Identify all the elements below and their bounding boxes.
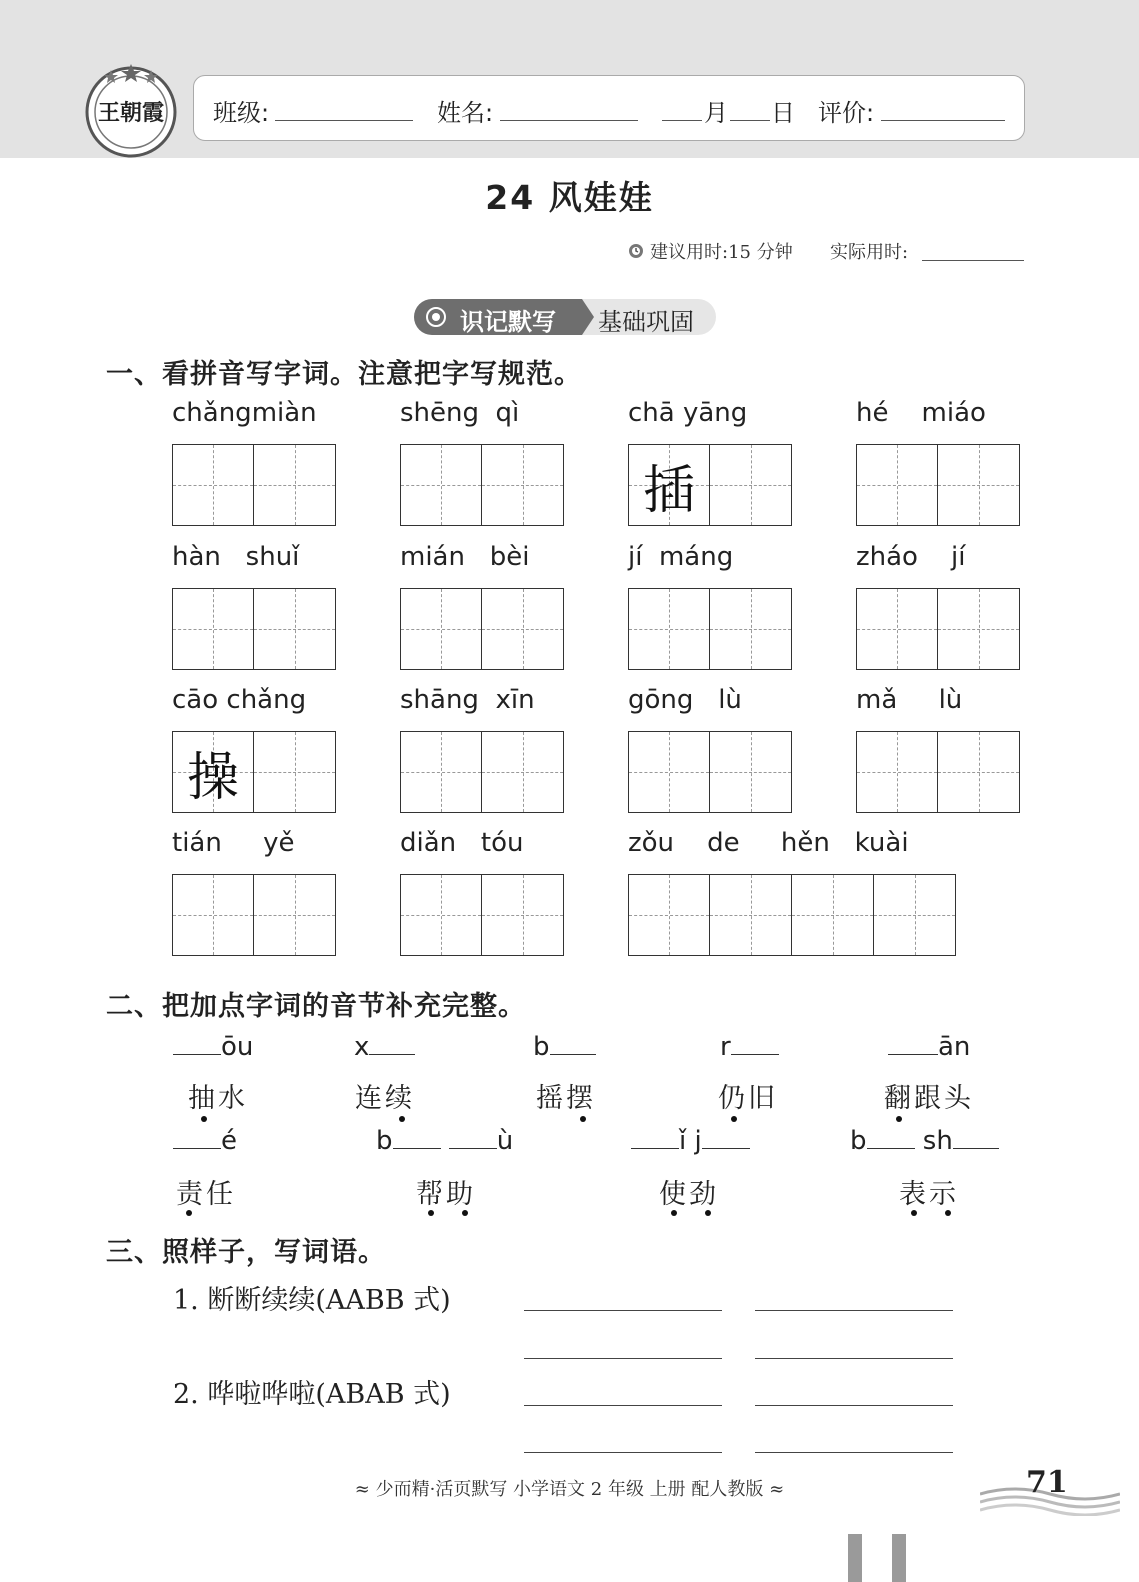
s2-blank-11[interactable] xyxy=(867,1148,915,1149)
answer-line[interactable] xyxy=(524,1405,722,1406)
s2-word-3: 摇摆 xyxy=(536,1083,596,1114)
writing-cell[interactable] xyxy=(792,874,874,956)
writing-cell[interactable] xyxy=(172,731,254,813)
pinyin-label: chā yāng xyxy=(628,398,748,428)
class-label: 班级: xyxy=(213,99,270,127)
writing-cell[interactable] xyxy=(172,444,254,526)
writing-cell[interactable] xyxy=(400,444,482,526)
s2-blank-9[interactable] xyxy=(631,1148,679,1149)
pinyin-label: gōng lù xyxy=(628,685,742,715)
emphasis-dot xyxy=(428,1210,434,1216)
suggested-time: 建议用时:15 分钟 xyxy=(650,242,793,263)
s2-mid-9: sh xyxy=(922,1126,953,1156)
s2-word-8: 使劲 xyxy=(659,1179,719,1210)
s2-blank-6[interactable] xyxy=(173,1148,221,1149)
tianzige-grid xyxy=(172,588,336,670)
emphasis-dot xyxy=(911,1210,917,1216)
pinyin-label: shāng xīn xyxy=(400,685,535,715)
tianzige-grid xyxy=(856,444,1020,526)
s3-item-2: 2. 哗啦哗啦(ABAB 式) xyxy=(173,1379,451,1410)
s2-mid-8: ǐ j xyxy=(679,1126,702,1156)
answer-line[interactable] xyxy=(524,1452,722,1453)
s2-word-6: 责任 xyxy=(176,1179,236,1210)
s2-post-5: ān xyxy=(938,1032,971,1062)
s2-syllable-4 xyxy=(720,1032,779,1062)
s2-post-6: é xyxy=(221,1126,237,1156)
s2-syllable-9 xyxy=(850,1126,999,1156)
writing-cell[interactable] xyxy=(254,874,336,956)
s2-syllable-1 xyxy=(173,1032,253,1062)
answer-line[interactable] xyxy=(524,1358,722,1359)
s2-word-2: 连续 xyxy=(355,1083,415,1114)
writing-cell[interactable] xyxy=(856,731,938,813)
eval-field[interactable] xyxy=(881,120,1005,121)
pinyin-label: zháo jí xyxy=(856,542,966,572)
page-number: 71 xyxy=(1026,1465,1068,1500)
binding-mark xyxy=(848,1534,862,1582)
svg-text:王朝霞: 王朝霞 xyxy=(97,100,165,126)
answer-line[interactable] xyxy=(755,1358,953,1359)
tianzige-grid xyxy=(628,588,792,670)
s2-syllable-5 xyxy=(888,1032,970,1062)
emphasis-dot xyxy=(731,1116,737,1122)
s2-blank-4[interactable] xyxy=(731,1054,779,1055)
writing-cell[interactable] xyxy=(482,731,564,813)
s2-pre-9: b xyxy=(850,1126,867,1156)
binding-mark xyxy=(892,1534,906,1582)
tianzige-grid xyxy=(628,731,792,813)
s2-word-5: 翻跟头 xyxy=(884,1083,974,1114)
writing-cell[interactable] xyxy=(710,588,792,670)
writing-cell[interactable] xyxy=(172,588,254,670)
pinyin-label: diǎn tóu xyxy=(400,828,524,858)
s2-post-1: ōu xyxy=(221,1032,254,1062)
s2-post-7: ù xyxy=(496,1126,514,1156)
s2-blank-7[interactable] xyxy=(393,1148,441,1149)
writing-cell[interactable] xyxy=(482,444,564,526)
pinyin-label: shēng qì xyxy=(400,398,520,428)
s2-blank-3[interactable] xyxy=(550,1054,596,1055)
pinyin-label: mǎ lù xyxy=(856,685,963,715)
wave-icon: ≈ xyxy=(354,1479,376,1500)
writing-cell[interactable] xyxy=(710,874,792,956)
tianzige-grid xyxy=(400,731,564,813)
pinyin-label: mián bèi xyxy=(400,542,530,572)
s2-word-1: 抽水 xyxy=(188,1083,248,1114)
tianzige-grid xyxy=(172,874,336,956)
month-label: 月 xyxy=(704,99,728,127)
writing-cell[interactable] xyxy=(710,444,792,526)
s2-pre-4: r xyxy=(720,1032,731,1062)
emphasis-dot xyxy=(896,1116,902,1122)
s2-blank-2[interactable] xyxy=(369,1054,415,1055)
tianzige-grid xyxy=(400,444,564,526)
s2-word-9: 表示 xyxy=(899,1179,959,1210)
name-label: 姓名: xyxy=(437,99,494,127)
section1-heading: 一、看拼音写字词。注意把字写规范。 xyxy=(106,359,582,390)
section2-heading: 二、把加点字词的音节补充完整。 xyxy=(106,991,526,1022)
lesson-title: 24 风娃娃 xyxy=(485,178,654,217)
pinyin-label: cāo chǎng xyxy=(172,685,307,715)
tianzige-grid xyxy=(400,588,564,670)
actual-time-field[interactable] xyxy=(922,260,1024,261)
writing-cell[interactable] xyxy=(938,731,1020,813)
tianzige-grid xyxy=(172,731,336,813)
day-label: 日 xyxy=(771,99,795,127)
footer-text xyxy=(0,1475,1139,1501)
writing-cell[interactable] xyxy=(628,444,710,526)
publisher-logo xyxy=(82,60,180,158)
s3-item-1: 1. 断断续续(AABB 式) xyxy=(173,1285,451,1316)
eval-label: 评价: xyxy=(818,99,875,127)
writing-cell[interactable] xyxy=(628,874,710,956)
s2-blank-8[interactable] xyxy=(449,1148,497,1149)
month-field[interactable] xyxy=(662,120,702,121)
writing-cell[interactable] xyxy=(874,874,956,956)
badge-left-text: 识记默写 xyxy=(460,308,556,336)
answer-line[interactable] xyxy=(755,1452,953,1453)
answer-line[interactable] xyxy=(755,1405,953,1406)
writing-cell[interactable] xyxy=(482,588,564,670)
writing-cell[interactable] xyxy=(710,731,792,813)
writing-cell[interactable] xyxy=(938,588,1020,670)
pinyin-label: zǒu de hěn kuài xyxy=(628,828,909,858)
writing-cell[interactable] xyxy=(482,874,564,956)
writing-cell[interactable] xyxy=(400,731,482,813)
s2-blank-5[interactable] xyxy=(888,1054,938,1055)
writing-cell[interactable] xyxy=(254,731,336,813)
pinyin-label: hé miáo xyxy=(856,398,986,428)
section3-heading: 三、照样子，写词语。 xyxy=(106,1237,386,1268)
writing-cell[interactable] xyxy=(254,588,336,670)
tianzige-grid xyxy=(628,444,792,526)
tianzige-grid xyxy=(856,588,1020,670)
badge-right-text: 基础巩固 xyxy=(598,308,694,336)
s2-word-4: 仍旧 xyxy=(718,1083,778,1114)
s2-syllable-6 xyxy=(173,1126,237,1156)
emphasis-dot xyxy=(462,1210,468,1216)
s2-pre-2: x xyxy=(354,1032,370,1062)
writing-cell[interactable] xyxy=(628,731,710,813)
s2-syllable-8 xyxy=(631,1126,750,1156)
actual-time-label: 实际用时: xyxy=(830,242,909,263)
student-info-box xyxy=(193,75,1025,141)
s2-blank-12[interactable] xyxy=(953,1148,999,1149)
clock-icon xyxy=(626,240,646,260)
sample-character: 插 xyxy=(642,460,695,521)
s2-pre-7: b xyxy=(376,1126,393,1156)
writing-cell[interactable] xyxy=(856,588,938,670)
emphasis-dot xyxy=(201,1116,207,1122)
emphasis-dot xyxy=(705,1210,711,1216)
tianzige-grid xyxy=(856,731,1020,813)
tianzige-grid xyxy=(400,874,564,956)
s2-word-7: 帮助 xyxy=(416,1179,476,1210)
s2-syllable-3 xyxy=(533,1032,596,1062)
tianzige-grid xyxy=(628,874,956,956)
writing-cell[interactable] xyxy=(172,874,254,956)
pinyin-label: tián yě xyxy=(172,828,295,858)
footer-label: 少而精·活页默写 小学语文 2 年级 上册 配人教版 xyxy=(375,1479,764,1500)
name-field[interactable] xyxy=(500,120,638,121)
s2-syllable-2 xyxy=(354,1032,415,1062)
class-field[interactable] xyxy=(275,120,413,121)
s2-blank-1[interactable] xyxy=(173,1054,221,1055)
writing-cell[interactable] xyxy=(400,588,482,670)
writing-cell[interactable] xyxy=(856,444,938,526)
section-badge xyxy=(414,299,716,335)
writing-cell[interactable] xyxy=(628,588,710,670)
writing-cell[interactable] xyxy=(938,444,1020,526)
writing-cell[interactable] xyxy=(254,444,336,526)
pinyin-label: jí máng xyxy=(628,542,734,572)
emphasis-dot xyxy=(671,1210,677,1216)
answer-line[interactable] xyxy=(524,1310,722,1311)
day-field[interactable] xyxy=(730,120,770,121)
answer-line[interactable] xyxy=(755,1310,953,1311)
emphasis-dot xyxy=(399,1116,405,1122)
writing-cell[interactable] xyxy=(400,874,482,956)
emphasis-dot xyxy=(186,1210,192,1216)
pinyin-label: chǎngmiàn xyxy=(172,398,317,428)
tianzige-grid xyxy=(172,444,336,526)
s2-blank-10[interactable] xyxy=(702,1148,750,1149)
wave-icon: ≈ xyxy=(763,1479,785,1500)
sample-character: 操 xyxy=(186,747,239,808)
s2-pre-3: b xyxy=(533,1032,550,1062)
emphasis-dot xyxy=(580,1116,586,1122)
s2-syllable-7 xyxy=(376,1126,513,1156)
pinyin-label: hàn shuǐ xyxy=(172,542,300,572)
emphasis-dot xyxy=(945,1210,951,1216)
